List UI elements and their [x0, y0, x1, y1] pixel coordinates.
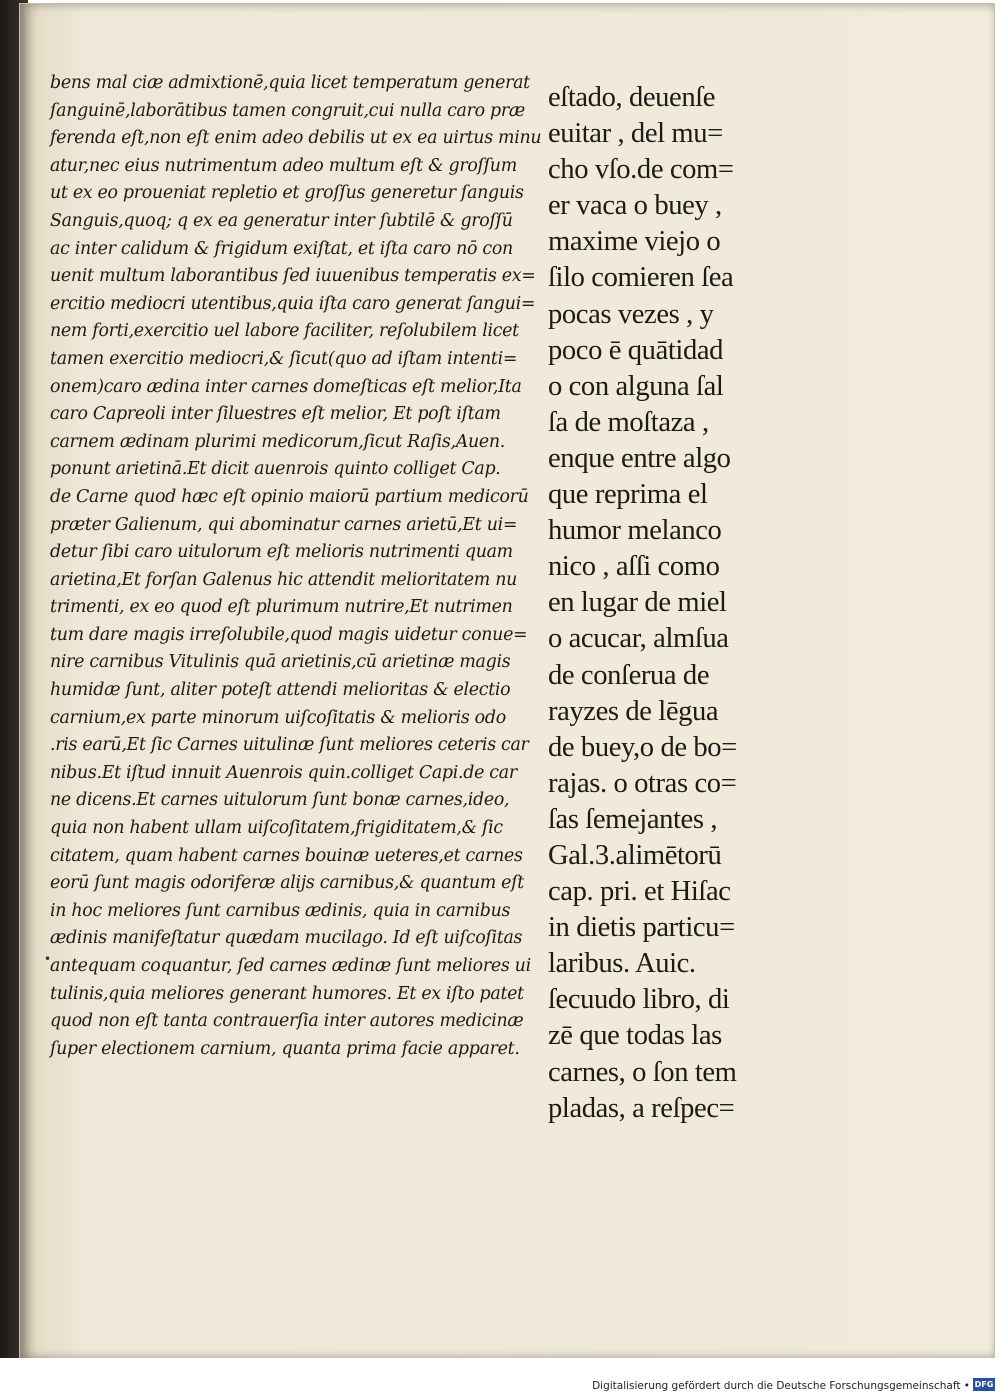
spanish-text-line: ſilo comieren ſea: [548, 262, 734, 294]
latin-text-line: detur ſibi caro uitulorum eſt melioris nutrimenti quam: [50, 542, 513, 563]
spanish-text-line: Gal.3.alimētorū: [548, 839, 722, 871]
latin-text-line: de Carne quod hæc eſt opinio maiorū partium medicorū: [50, 486, 529, 507]
latin-text-line: onem)caro ædina inter carnes domeſticas eſt melior,Ita: [50, 376, 522, 397]
footer-credit: Digitalisierung gefördert durch die Deutsche Forschungsgemeinschaft •: [592, 1380, 970, 1392]
spanish-text-line: cap. pri. et Hiſac: [548, 876, 731, 908]
latin-text-line: citatem, quam habent carnes bouinæ ueteres,et carnes: [50, 845, 523, 866]
latin-text-line: ſanguinē,laborātibus tamen congruit,cui nulla caro præ: [50, 100, 525, 121]
spanish-text-line: de conſerua de: [548, 659, 710, 691]
latin-text-line: tum dare magis irreſolubile,quod magis uidetur conue=: [50, 624, 528, 645]
page-edge-shadow: [988, 4, 994, 1358]
spanish-text-line: ſa de moſtaza ,: [548, 406, 709, 438]
latin-text-line: caro Capreoli inter ſiluestres eſt melior, Et poſt iſtam: [50, 404, 501, 425]
spanish-text-line: eſtado, deuenſe: [548, 82, 716, 113]
spanish-text-line: o acucar, almſua: [548, 623, 729, 655]
spanish-text-line: rayzes de lēgua: [548, 695, 719, 727]
spanish-text-line: cho vſo.de com=: [548, 154, 734, 186]
latin-text-line: ferenda eſt,non eſt enim adeo debilis ut ex ea uirtus minu: [50, 128, 542, 149]
latin-text-line: carnem ædinam plurimi medicorum,ſicut Raſis,Auen.: [50, 431, 505, 452]
latin-text-line: nire carnibus Vitulinis quā arietinis,cū arietinæ magis: [50, 652, 511, 673]
spanish-text-line: ſecuudo libro, di: [548, 984, 730, 1016]
latin-text-line: eorū ſunt magis odoriferæ alijs carnibus,& quantum eſt: [50, 873, 524, 894]
spanish-text-line: pladas, a reſpec=: [548, 1092, 735, 1124]
spanish-text-line: nico , aſſi como: [548, 551, 720, 583]
latin-text-line: atur,nec eius nutrimentum adeo multum eſt & groſſum: [50, 155, 517, 176]
spanish-text-line: ſas ſemejantes ,: [548, 803, 718, 835]
latin-text-line: ponunt arietinā.Et dicit auenrois quinto colliget Cap.: [50, 459, 501, 480]
spanish-text-line: er vaca o buey ,: [548, 190, 722, 222]
spanish-text-line: en lugar de miel: [548, 587, 727, 619]
latin-text-line: trimenti, ex eo quod eſt plurimum nutrire,Et nutrimen: [50, 597, 513, 618]
spanish-text-line: euitar , del mu=: [548, 118, 723, 150]
latin-text-line: ne dicens.Et carnes uitulorum ſunt bonæ carnes,ideo,: [50, 790, 510, 811]
latin-text-line: Sanguis,quoq; q ex ea generatur inter ſubtilē & groſſū: [50, 210, 513, 231]
latin-text-line: bens mal ciæ admixtionē,quia licet temperatum generat: [50, 73, 530, 93]
latin-text-line: ſuper electionem carnium, quanta prima facie apparet.: [50, 1038, 520, 1059]
latin-text-line: ac inter calidum & frigidum exiſtat, et iſta caro nō con: [50, 238, 513, 259]
latin-text-line: ercitio mediocri utentibus,quia iſta caro generat ſangui=: [50, 293, 536, 314]
spanish-text-line: in dietis particu=: [548, 912, 735, 944]
latin-text-column: [50, 70, 550, 1063]
latin-text-line: humidæ ſunt, aliter poteſt attendi melioritas & electio: [50, 680, 511, 701]
spanish-text-line: que reprima el: [548, 479, 708, 511]
spanish-text-line: humor melanco: [548, 515, 722, 547]
latin-text-line: ædinis manifeſtatur quædam mucilago. Id eſt uiſcoſitas: [50, 928, 523, 949]
spanish-text-line: carnes, o ſon tem: [548, 1056, 737, 1088]
latin-text-line: nibus.Et iſtud innuit Auenrois quin.colliget Capi.de car: [50, 762, 517, 783]
latin-text-line: carnium,ex parte minorum uiſcoſitatis & melioris odo: [50, 707, 506, 728]
spanish-text-line: rajas. o otras co=: [548, 767, 737, 799]
latin-text-line: præter Galienum, qui abominatur carnes arietū,Et ui=: [50, 514, 518, 535]
dfg-logo-icon: DFG: [974, 1380, 994, 1389]
latin-text-line: ut ex eo proueniat repletio et groſſus generetur ſanguis: [50, 183, 524, 204]
latin-text-line: nem forti,exercitio uel labore faciliter, reſolubilem licet: [50, 321, 519, 342]
latin-text-line: arietina,Et forſan Galenus hic attendit melioritatem nu: [50, 569, 517, 590]
latin-text-line: uenit multum laborantibus ſed iuuenibus temperatis ex=: [50, 266, 536, 287]
spanish-text-line: de buey,o de bo=: [548, 731, 737, 763]
latin-text-line: .ris earū,Et ſic Carnes uitulinæ ſunt meliores ceteris car: [50, 735, 529, 756]
spanish-text-line: enque entre algo: [548, 442, 731, 474]
spanish-text-column: [548, 80, 788, 1127]
spanish-text-line: poco ē quātidad: [548, 334, 724, 366]
spanish-text-line: o con alguna ſal: [548, 370, 724, 402]
spanish-text-line: maxime viejo o: [548, 226, 721, 258]
latin-text-line: antequam coquantur, ſed carnes ædinæ ſunt meliores ui: [50, 956, 531, 976]
margin-mark: •: [44, 952, 52, 966]
latin-text-line: quia non habent ullam uiſcoſitatem,frigiditatem,& ſic: [50, 818, 503, 839]
latin-text-line: tamen exercitio mediocri,& ſicut(quo ad iſtam intenti=: [50, 348, 518, 369]
latin-text-line: quod non eſt tanta contrauerſia inter autores medicinæ: [50, 1011, 524, 1032]
spanish-text-line: laribus. Auic.: [548, 948, 696, 980]
spanish-text-line: pocas vezes , y: [548, 298, 714, 330]
spanish-text-line: zē que todas las: [548, 1020, 722, 1052]
latin-text-line: tulinis,quia meliores generant humores. Et ex iſto patet: [50, 983, 524, 1004]
latin-text-line: in hoc meliores ſunt carnibus ædinis, quia in carnibus: [50, 900, 511, 921]
